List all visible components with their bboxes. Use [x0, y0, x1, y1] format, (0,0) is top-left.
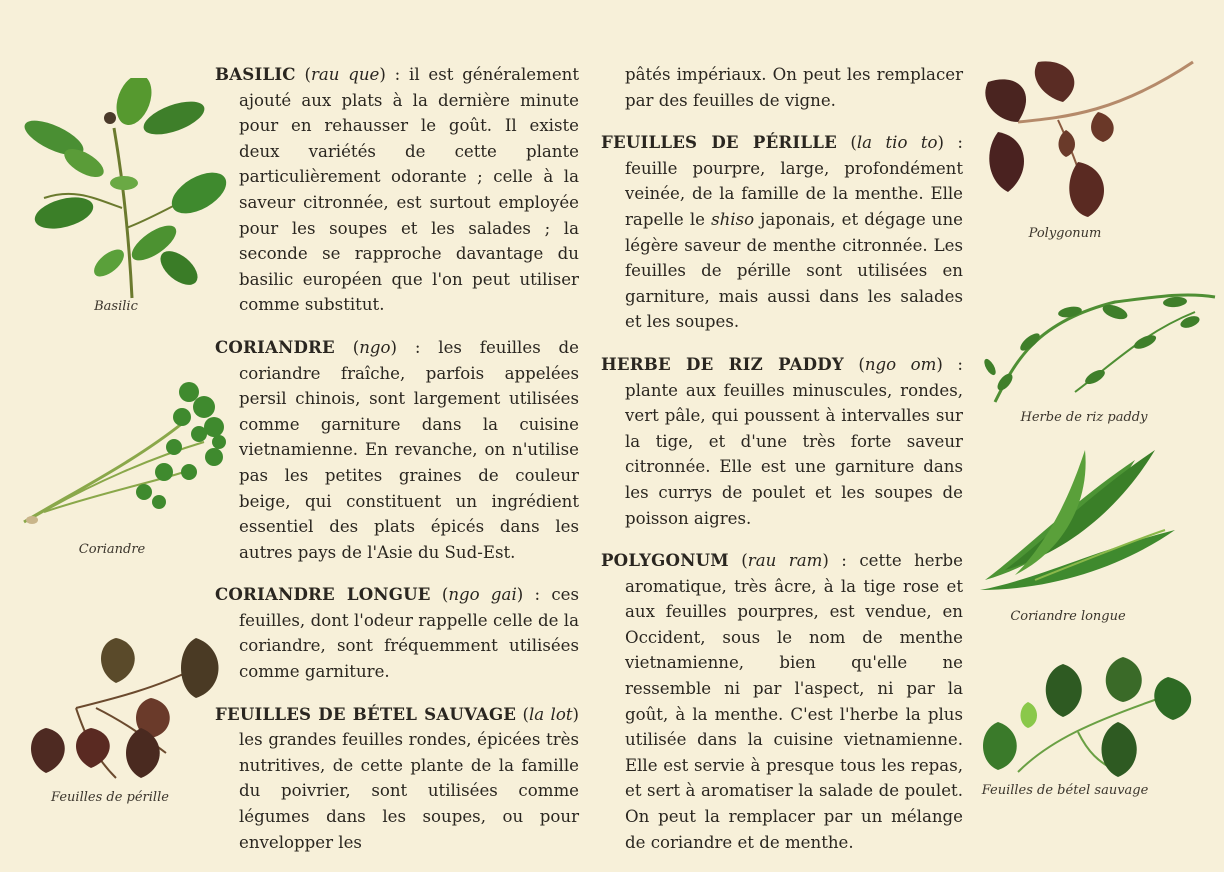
entry-term: POLYGONUM [601, 550, 729, 571]
entry-betel-continued [601, 62, 963, 113]
text-column-right [601, 62, 963, 872]
entry-coriandre: CORIANDRE (ngo) : les feuilles de coriandre fraîche, parfois appelées persil chinois, sont largement utilisées comme garniture dans la cuisine vietnamienne. En revanche, on n'utilise pas les petites graines de couleur beige, qui constituent un ingrédient essentiel des plats épicés dans les autres pays de l'Asie du Sud-Est. [215, 336, 579, 562]
entry-basilic: BASILIC (rau que) : il est généralement ajouté aux plats à la dernière minute pour en rehausser le goût. Il existe deux variétés de cette plante particulièrement odorante ; celle à la saveur citronnée, est surtout employée pour les soupes et les salades ; la seconde se rapproche davantage du basilic européen que l'on peut utiliser comme substitut. [215, 64, 580, 315]
paddy-herb-illustration [975, 272, 1221, 412]
entry-text: japonais, et dégage une légère saveur de menthe citronnée. Les feuilles de pérille sont utilisées en garniture, mais aussi dans les salades et les soupes. [625, 209, 963, 332]
entry-herbe-riz: HERBE DE RIZ PADDY (ngo om) : plante aux feuilles minuscules, rondes, vert pâle, qui poussent à intervalles sur la tige, et d'une très forte saveur citronnée. Elle est une garniture dans les currys de poulet et les soupes de poisson aigres. [601, 353, 963, 528]
entry-vietnamese: ngo gai [448, 585, 517, 605]
coriander-caption: Coriandre [78, 542, 146, 557]
entry-vietnamese: ngo om [864, 354, 937, 374]
entry-text: pâtés impériaux. On peut les remplacer par des feuilles de vigne. [625, 65, 963, 110]
entry-text: : plante aux feuilles minuscules, rondes, vert pâle, qui poussent à intervalles sur la tige, et d'une très forte saveur citronnée. Elle est une garniture dans les currys de poulet et les soupes de poisson aigres. [625, 354, 963, 528]
entry-term: CORIANDRE LONGUE [215, 584, 431, 605]
polygonum-illustration [978, 42, 1204, 222]
basil-illustration [14, 78, 234, 303]
entry-term: FEUILLES DE BÉTEL SAUVAGE [215, 703, 517, 724]
polygonum-caption: Polygonum [1028, 226, 1102, 241]
entry-text: les grandes feuilles rondes, épicées très nutritives, de cette plante de la famille du poivrier, sont utilisées comme légumes dans les soupes, ou pour envelopper les [239, 730, 579, 852]
long-coriander-illustration [975, 440, 1190, 600]
entry-vietnamese: rau ram [747, 551, 823, 571]
entry-text: : cette herbe aromatique, très âcre, à la tige rose et aux feuilles pourpres, est vendue, en Occident, sous le nom de menthe vietnamienne, bien qu'elle ne ressemble ni par l'aspect, ni par la goût, à la menthe. C'est l'herbe la plus utilisée dans la cuisine vietnamienne. Elle est servie à presque tous les repas, et sert à aromatiser la salade de poulet. On peut la remplacer par un mélange de coriandre et de menthe. [625, 551, 963, 852]
entry-term: HERBE DE RIZ PADDY [601, 353, 844, 374]
text-column-left [215, 62, 579, 855]
entry-polygonum: POLYGONUM (rau ram) : cette herbe aromatique, très âcre, à la tige rose et aux feuilles pourpres, est vendue, en Occident, sous le nom de menthe vietnamienne, bien qu'elle ne ressemble ni par l'aspect, ni par la goût, à la menthe. C'est l'herbe la plus utilisée dans la cuisine vietnamienne. Elle est servie à presque tous les repas, et sert à aromatiser la salade de poulet. On peut la remplacer par un mélange de coriandre et de menthe. [601, 550, 963, 852]
coriander-illustration [14, 372, 234, 532]
entry-vietnamese: la lot [529, 704, 573, 724]
entry-text: : ces feuilles, dont l'odeur rappelle celle de la coriandre, sont fréquemment utilisées comme garniture. [239, 585, 579, 682]
entry-emphasis: shiso [711, 209, 755, 229]
entry-text: : feuille pourpre, large, profondément veinée, de la famille de la menthe. Elle rapelle le [625, 133, 964, 229]
entry-term: BASILIC [215, 64, 296, 84]
entry-vietnamese: rau que [310, 65, 380, 84]
perilla-caption: Feuilles de pérille [51, 790, 169, 805]
betel-leaves-caption: Feuilles de bétel sauvage [981, 783, 1149, 798]
entry-term: CORIANDRE [215, 336, 335, 357]
paddy-herb-caption: Herbe de riz paddy [1020, 410, 1148, 425]
entry-coriandre-longue: CORIANDRE LONGUE (ngo gai) : ces feuilles, dont l'odeur rappelle celle de la coriandre, sont fréquemment utilisées comme garniture. [215, 584, 579, 682]
entry-vietnamese: la tio to [856, 133, 938, 153]
perilla-illustration [16, 628, 226, 788]
entry-term: FEUILLES DE PÉRILLE [601, 132, 837, 153]
betel-leaves-illustration [978, 652, 1206, 782]
entry-perille: FEUILLES DE PÉRILLE (la tio to) : feuille pourpre, large, profondément veinée, de la famille de la menthe. Elle rapelle le shiso japonais, et dégage une légère saveur de menthe citronnée. Les feuilles de pérille sont utilisées en garniture, mais aussi dans les salades et les soupes. [601, 132, 964, 332]
entry-text: : il est généralement ajouté aux plats à la dernière minute pour en rehausser le goût. Il existe deux variétés de cette plante particulièrement odorante ; celle à la saveur citronnée, est surtout employée pour les soupes et les salades ; la seconde se rapproche davantage du basilic européen que l'on peut utiliser comme substitut. [239, 65, 580, 315]
entry-betel: FEUILLES DE BÉTEL SAUVAGE (la lot) les grandes feuilles rondes, épicées très nutritives, de cette plante de la famille du poivrier, sont utilisées comme légumes dans les soupes, ou pour envelopper les [215, 703, 579, 852]
entry-vietnamese: ngo [359, 337, 391, 357]
basil-caption: Basilic [94, 299, 138, 314]
entry-text: : les feuilles de coriandre fraîche, parfois appelées persil chinois, sont largement utilisées comme garniture dans la cuisine vietnamienne. En revanche, on n'utilise pas les petites graines de couleur beige, qui constituent un ingrédient essentiel des plats épicés dans les autres pays de l'Asie du Sud-Est. [239, 337, 579, 562]
long-coriander-caption: Coriandre longue [1010, 609, 1126, 624]
